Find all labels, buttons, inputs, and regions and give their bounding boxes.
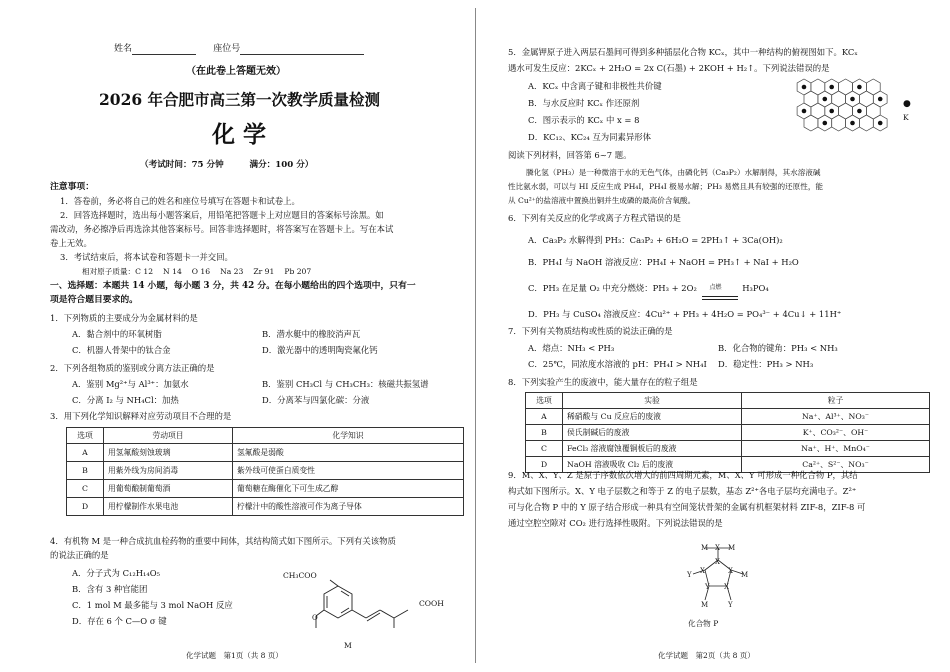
table-cell: FeCl₃ 溶液腐蚀覆铜板后的废液 [563,441,742,457]
table-cell: Na⁺、Al³⁺、NO₃⁻ [742,409,930,425]
section1-heading-a: 一、选择题：本题共 14 小题，每小题 3 分，共 42 分。在每小题给出的四个选项中，只有一 [50,281,416,291]
table-cell: 紫外线可使蛋白质变性 [233,462,464,480]
time-info: （考试时间：75 分钟 满分：100 分） [140,160,314,170]
q2-option-c[interactable]: C．分离 I₂ 与 NH₄Cl：加热 [72,395,179,405]
q7-option-b[interactable]: B．化合物的键角：PH₃ < NH₃ [718,343,838,353]
legend-k-icon: ● [903,99,911,109]
name-label: 姓名 [114,44,133,54]
table-header: 实验 [563,393,742,409]
table-cell: K⁺、CO₃²⁻、OH⁻ [742,425,930,441]
q9-line-4: 通过空腔空隙对 CO₂ 进行选择性吸附。下列说法错误的是 [508,518,723,528]
q6-stem: 6．下列有关反应的化学或离子方程式错误的是 [508,213,681,223]
invalid-notice: （在此卷上答题无效） [186,66,286,77]
q9-line-1: 9．M、X、Y、Z 是原子序数依次增大的前四周期元素，M、X、Y 可形成一种化合物 P，其结 [508,470,858,480]
q6-option-d[interactable]: D．PH₃ 与 CuSO₄ 溶液反应：4Cu²⁺ + PH₃ + 4H₂O = PO₄³⁻ + 4Cu↓ + 11H⁺ [528,309,842,319]
table-header: 化学知识 [233,428,464,444]
k-atom [823,121,828,126]
material-line-1: 膦化氢（PH₃）是一种微溶于水的无色气体，由磷化钙（Ca₃P₂）水解制得，其水溶液碱 [526,168,821,177]
q8-table [525,392,930,473]
table-cell: 用紫外线为房间消毒 [104,462,233,480]
q3-stem: 3．用下列化学知识解释对应劳动项目不合理的是 [50,411,232,421]
struct-m-acetyl-label: CH₃COO [283,571,317,580]
table-row [526,409,930,425]
q6-option-b[interactable]: B．PH₄I 与 NaOH 溶液反应：PH₄I + NaOH = PH₃↑ + NaI + H₂O [528,257,799,267]
table-cell: 葡萄糖在酶催化下可生成乙醇 [233,480,464,498]
table-header: 劳动项目 [104,428,233,444]
table-row [67,498,464,516]
svg-text:X: X [724,583,729,591]
k-atom [802,109,807,114]
q7-option-c[interactable]: C．25℃，同浓度水溶液的 pH：PH₄I > NH₄I [528,359,707,369]
q5-option-a[interactable]: A．KCₓ 中含离子键和非极性共价键 [528,81,662,91]
table-cell: 用柠檬制作水果电池 [104,498,233,516]
q4-option-b[interactable]: B．含有 3 种官能团 [72,584,148,594]
note-2a: 2．回答选择题时，选出每小题答案后，用铅笔把答题卡上对应题目的答案标号涂黑。如 [60,210,384,220]
q6-c-right: H₃PO₄ [742,283,769,293]
section1-heading-b: 项是符合题目要求的。 [50,295,138,305]
note-3: 3．考试结束后，将本试卷和答题卡一并交回。 [60,252,233,262]
q7-option-a[interactable]: A．熔点：NH₃ < PH₃ [528,343,615,353]
atomic-mass: 相对原子质量：C 12 N 14 O 16 Na 23 Zr 91 Pb 207 [82,267,312,276]
k-atom [802,85,807,90]
struct-m-diagram [290,576,430,640]
q5-stem-b: 遇水可发生反应：2KCₓ + 2H₂O = 2x C(石墨) + 2KOH + H₂↑。下列说法错误的是 [508,63,830,73]
q1-option-c[interactable]: C．机器人骨架中的钛合金 [72,345,171,355]
q2-option-b[interactable]: B．鉴别 CH₃Cl 与 CH₃CH₃：核磁共振氢谱 [262,379,429,389]
table-row [67,444,464,462]
k-atom [850,97,855,102]
table-cell: D [526,457,563,473]
k-atom [878,121,883,126]
q9-line-3: 可与化合物 P 中的 Y 原子结合形成一种具有空间笼状骨架的金属有机框架材料 ZIF-8，ZIF-8 可 [508,502,866,512]
q5-option-c[interactable]: C．图示表示的 KCₓ 中 x = 8 [528,115,640,125]
note-2b: 需改动，务必擦净后再选涂其他答案标号。回答非选择题时，将答案写在答题卡上。写在本试 [50,224,394,234]
compound-p-diagram [673,538,763,616]
page-1 [0,0,474,672]
table-cell: A [526,409,563,425]
page-2 [478,0,950,672]
table-cell: Na⁺、H⁺、MnO₄⁻ [742,441,930,457]
subject-title: 化 学 [212,121,267,148]
table-cell: B [526,425,563,441]
svg-text:M: M [728,544,736,552]
name-seat-row [114,44,364,55]
q5-option-b[interactable]: B．与水反应时 KCₓ 作还原剂 [528,98,640,108]
q1-option-d[interactable]: D．激光器中的透明陶瓷氟化钙 [262,345,378,355]
q6-c-left: C．PH₃ 在足量 O₂ 中充分燃烧：PH₃ + 2O₂ [528,283,697,293]
svg-text:X: X [715,544,720,552]
table-cell: 用氢氟酸刻蚀玻璃 [104,444,233,462]
reading-intro: 阅读下列材料，回答第 6~7 题。 [508,150,632,160]
q4-stem-b: 的说法正确的是 [50,550,109,560]
graphite-hexagon [859,115,873,131]
table-header: 选项 [67,428,104,444]
k-atom [823,97,828,102]
q8-stem: 8．下列实验产生的废液中，能大量存在的粒子组是 [508,377,698,387]
k-atom [829,109,834,114]
table-row [526,425,930,441]
k-atom [857,109,862,114]
q7-stem: 7．下列有关物质结构或性质的说法正确的是 [508,326,673,336]
q2-option-d[interactable]: D．分离苯与四氯化碳：分液 [262,395,370,405]
q1-stem: 1．下列物质的主要成分为金属材料的是 [50,313,198,323]
svg-text:M: M [701,601,709,609]
graphite-hexagon [832,115,846,131]
table-cell: D [67,498,104,516]
q6-c-condition: 点燃 [709,284,722,291]
q2-option-a[interactable]: A．鉴别 Mg²⁺与 Al³⁺：加氨水 [72,379,189,389]
svg-text:Y: Y [687,571,692,579]
table-row [67,462,464,480]
table-cell: Ca²⁺、S²⁻、NO₃⁻ [742,457,930,473]
q7-option-d[interactable]: D．稳定性：PH₃ > NH₃ [718,359,814,369]
table-cell: 氢氟酸是弱酸 [233,444,464,462]
svg-text:X: X [700,567,705,575]
q4-option-c[interactable]: C．1 mol M 最多能与 3 mol NaOH 反应 [72,600,233,610]
page1-footer: 化学试题 第1页（共 8 页） [186,651,283,660]
k-atom [850,121,855,126]
svg-text:Y: Y [705,583,710,591]
q4-option-a[interactable]: A．分子式为 C₁₂H₁₄O₅ [72,568,160,578]
svg-text:X: X [715,558,720,566]
page2-footer: 化学试题 第2页（共 8 页） [658,651,755,660]
q4-stem-a: 4．有机物 M 是一种合成抗血栓药物的重要中间体，其结构简式如下图所示。下列有关该物质 [50,536,396,546]
table-row [67,480,464,498]
table-cell: B [67,462,104,480]
table-header-row [67,428,464,444]
table-header-row [526,393,930,409]
k-atom [857,85,862,90]
q6-option-a[interactable]: A．Ca₃P₂ 水解得到 PH₃：Ca₃P₂ + 6H₂O = 2PH₃↑ + 3Ca(OH)₂ [528,235,783,245]
q6-option-c[interactable] [528,283,769,294]
kcx-lattice-diagram [796,78,896,144]
q2-stem: 2．下列各组物质的鉴别或分离方法正确的是 [50,363,215,373]
note-1: 1．答卷前，务必将自己的姓名和座位号填写在答题卡和试卷上。 [60,196,300,206]
table-cell: C [67,480,104,498]
page-divider [475,8,476,663]
svg-text:O: O [312,614,318,622]
k-atom [878,97,883,102]
table-cell: A [67,444,104,462]
q4-option-d[interactable]: D．存在 6 个 C—O σ 键 [72,616,167,626]
material-line-2: 性比氨水弱，可以与 HI 反应生成 PH₄I，PH₄I 极易水解；PH₃ 易燃且具有较强的还原性，能 [508,182,824,191]
q9-line-2: 构式如下图所示。X、Y 电子层数之和等于 Z 的电子层数，基态 Z²⁺各电子层均充满电子。Z²⁺ [508,486,857,496]
table-cell: 用葡萄酿制葡萄酒 [104,480,233,498]
table-cell: 稀硝酸与 Cu 反应后的废液 [563,409,742,425]
note-2c: 卷上无效。 [50,238,92,248]
struct-m-label: M [344,641,352,650]
table-cell: 侯氏制碱后的废液 [563,425,742,441]
q5-stem-a: 5．金属钾原子进入两层石墨间可得到多种插层化合物 KCₓ，其中一种结构的俯视图如下。KCₓ [508,47,858,57]
material-line-3: 从 Cu²⁺的盐溶液中置换出铜并生成磷的最高价含氧酸。 [508,196,696,205]
q5-option-d[interactable]: D．KC₁₂、KC₂₄ 互为同素异形体 [528,132,652,142]
table-header: 粒子 [742,393,930,409]
legend-k-label: K [903,113,909,122]
table-cell: NaOH 溶液吸收 Cl₂ 后的废液 [563,457,742,473]
table-cell: 柠檬汁中的酸性溶液可作为离子导体 [233,498,464,516]
k-atom [829,85,834,90]
name-blank[interactable] [132,44,196,55]
struct-m-cooh-label: COOH [419,599,444,608]
svg-text:Y: Y [728,601,733,609]
q1-option-a[interactable]: A．黏合剂中的环氧树脂 [72,329,162,339]
svg-text:M: M [741,571,749,579]
table-cell: C [526,441,563,457]
svg-text:M: M [701,544,709,552]
compound-p-label: 化合物 P [688,619,719,628]
q1-option-b[interactable]: B．潜水艇中的橡胶消声瓦 [262,329,361,339]
graphite-hexagon [804,115,818,131]
table-header: 选项 [526,393,563,409]
table-row [526,441,930,457]
seat-blank[interactable] [240,44,364,55]
svg-text:X: X [728,567,733,575]
exam-title: 2026 年合肥市高三第一次教学质量检测 [99,90,381,109]
notes-title: 注意事项： [50,182,94,192]
seat-label: 座位号 [213,44,241,54]
q3-table [66,427,464,516]
